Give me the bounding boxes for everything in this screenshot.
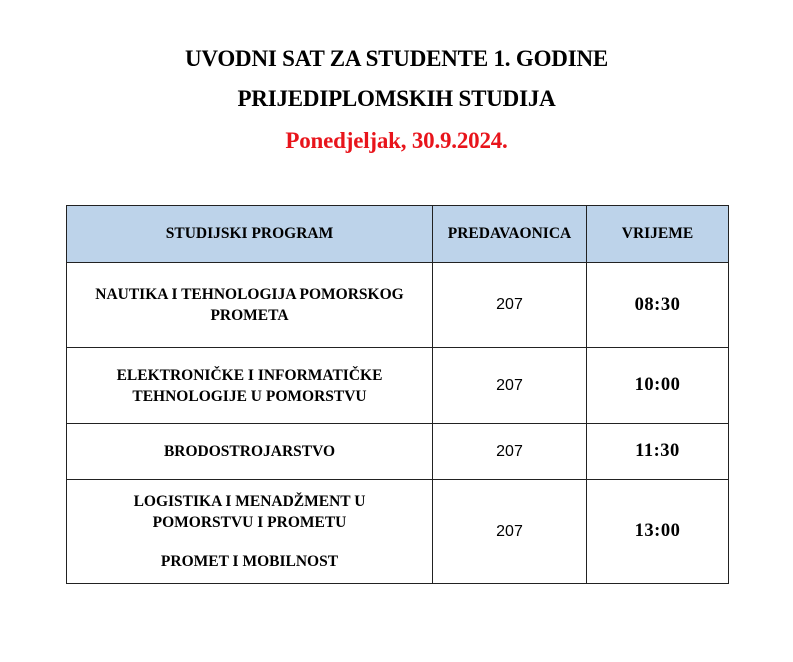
event-date: Ponedjeljak, 30.9.2024.: [285, 128, 508, 153]
table-row: [67, 263, 729, 348]
program-name: PROMETA: [210, 307, 289, 324]
time-cell: 11:30: [587, 424, 729, 480]
program-cell: [67, 348, 433, 424]
program-name: TEHNOLOGIJE U POMORSTVU: [132, 387, 367, 405]
program-name: PROMET I MOBILNOST: [160, 553, 339, 570]
room-cell: 207: [433, 263, 587, 348]
column-header-time: VRIJEME: [587, 206, 729, 263]
title-line-2: PRIJEDIPLOMSKIH STUDIJA: [237, 86, 556, 111]
program-name: ELEKTRONIČKE I INFORMATIČKE: [116, 366, 383, 384]
table-row: [67, 480, 729, 584]
program-name: NAUTIKA I TEHNOLOGIJA POMORSKOG: [95, 286, 404, 303]
table-header-row: [67, 206, 729, 263]
program-name: BRODOSTROJARSTVO: [163, 443, 336, 460]
time-cell: 10:00: [587, 348, 729, 424]
schedule-table: [66, 205, 729, 584]
table-row: [67, 424, 729, 480]
program-name: LOGISTIKA I MENADŽMENT U: [133, 493, 366, 510]
room-cell: 207: [433, 348, 587, 424]
title-line-1: UVODNI SAT ZA STUDENTE 1. GODINE: [185, 46, 608, 71]
program-cell: [67, 263, 433, 348]
column-header-program: STUDIJSKI PROGRAM: [67, 206, 433, 263]
program-cell: [67, 424, 433, 480]
room-cell: 207: [433, 424, 587, 480]
column-header-room: PREDAVAONICA: [433, 206, 587, 263]
time-cell: 13:00: [587, 480, 729, 584]
program-cell: [67, 480, 433, 584]
table-row: [67, 348, 729, 424]
time-cell: 08:30: [587, 263, 729, 348]
room-cell: 207: [433, 480, 587, 584]
program-name: POMORSTVU I PROMETU: [152, 514, 347, 531]
